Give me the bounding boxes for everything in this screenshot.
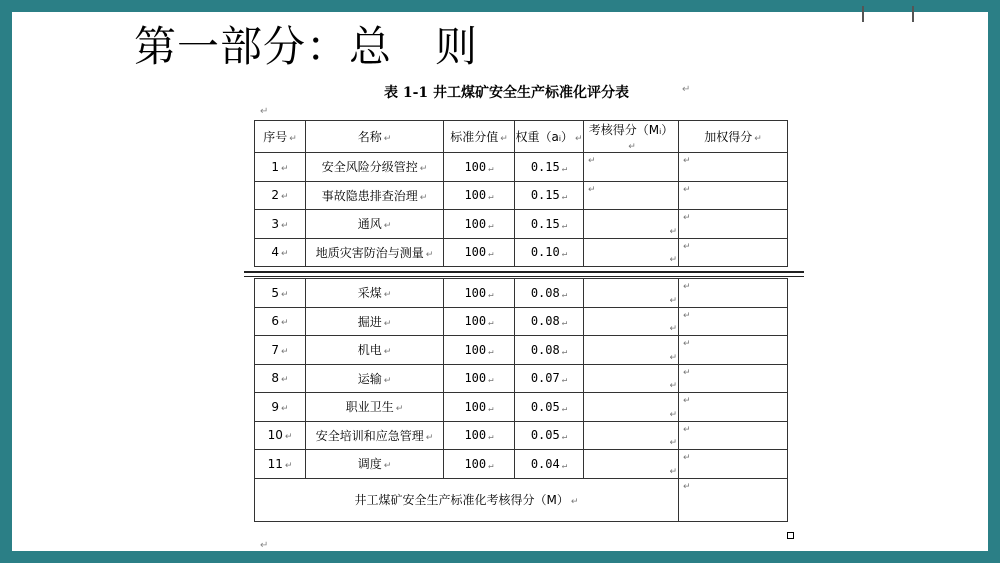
standard-score-text: 100 (464, 399, 487, 414)
item-name-text: 地质灾害防治与测量 (315, 245, 424, 260)
slide-heading: 第一部分：总 则 (134, 22, 479, 71)
paragraph-mark-icon: ↵ (500, 134, 508, 144)
item-name (306, 364, 444, 393)
weight-value-text: 0.10 (530, 245, 560, 260)
paragraph-mark-icon: ↵ (561, 249, 568, 260)
paragraph-mark-icon: ↵ (383, 461, 392, 472)
total-label (255, 478, 679, 521)
paragraph-mark-icon: ↵ (281, 318, 289, 329)
item-name (306, 279, 444, 308)
paragraph-mark-icon: ↵ (488, 289, 494, 300)
row-number (255, 210, 306, 239)
row-number-text: 2 (271, 188, 280, 203)
paragraph-mark-icon: ↵ (419, 192, 428, 203)
paragraph-mark-icon: ↵ (284, 432, 293, 443)
paragraph-mark-icon: ↵ (425, 432, 434, 443)
row-number-text: 4 (271, 245, 280, 260)
standard-score (444, 210, 515, 239)
column-header-text: 权重（aᵢ） (515, 130, 573, 144)
standard-score (444, 307, 515, 336)
row-number-text: 8 (271, 371, 280, 386)
weight-value-text: 0.08 (530, 314, 560, 329)
paragraph-mark-icon: ↵ (754, 134, 762, 144)
weight-value (515, 181, 584, 210)
column-header (255, 121, 306, 153)
row-number (255, 421, 306, 450)
row-number-text: 11 (267, 456, 283, 471)
row-number (255, 450, 306, 479)
standard-score-text: 100 (464, 428, 487, 443)
item-name-text: 职业卫生 (345, 400, 394, 415)
column-header (444, 121, 515, 153)
item-name-text: 安全风险分级管控 (321, 160, 418, 175)
item-name (306, 181, 444, 210)
item-name-text: 采煤 (357, 286, 382, 301)
slide-top-marker (912, 6, 914, 22)
row-number-text: 5 (271, 285, 280, 300)
row-number-text: 7 (271, 342, 280, 357)
item-name (306, 336, 444, 365)
total-row (255, 478, 788, 521)
weight-value-text: 0.08 (530, 285, 560, 300)
item-name (306, 307, 444, 336)
standard-score-text: 100 (464, 216, 487, 231)
item-name-text: 调度 (357, 457, 382, 472)
standard-score (444, 421, 515, 450)
paragraph-mark-icon: ↵ (383, 347, 392, 358)
paragraph-mark-icon: ↵ (281, 192, 289, 203)
column-header-text: 名称 (357, 130, 382, 144)
paragraph-mark-icon: ↵ (488, 375, 494, 386)
item-name (306, 450, 444, 479)
column-header-text: 序号 (263, 130, 288, 144)
paragraph-mark-icon: ↵ (561, 318, 568, 329)
assessment-score-cell[interactable] (584, 181, 679, 210)
table-row (255, 307, 788, 336)
weight-value (515, 336, 584, 365)
row-number-text: 3 (271, 216, 280, 231)
table-row (255, 279, 788, 308)
paragraph-mark-icon: ↵ (383, 221, 392, 232)
total-label-text: 井工煤矿安全生产标准化考核得分（M） (354, 493, 569, 507)
paragraph-mark-icon: ↵ (669, 324, 677, 334)
paragraph-mark-icon: ↵ (561, 289, 568, 300)
assessment-score-cell[interactable] (584, 393, 679, 422)
column-header (584, 121, 679, 153)
weight-value (515, 307, 584, 336)
standard-score (444, 153, 515, 182)
paragraph-mark-icon: ↵ (488, 460, 494, 471)
paragraph-mark-icon: ↵ (488, 318, 494, 329)
weighted-score-cell[interactable] (679, 450, 788, 479)
paragraph-mark-icon: ↵ (260, 540, 269, 551)
weight-value (515, 238, 584, 267)
paragraph-mark-icon: ↵ (281, 163, 289, 174)
standard-score-text: 100 (464, 188, 487, 203)
assessment-score-cell[interactable] (584, 210, 679, 239)
paragraph-mark-icon: ↵ (588, 156, 596, 166)
paragraph-mark-icon: ↵ (395, 404, 404, 415)
standard-score (444, 336, 515, 365)
paragraph-mark-icon: ↵ (488, 192, 494, 203)
weight-value-text: 0.15 (530, 159, 560, 174)
paragraph-mark-icon: ↵ (284, 460, 293, 471)
table-row (255, 153, 788, 182)
weight-value (515, 210, 584, 239)
paragraph-mark-icon: ↵ (669, 295, 677, 306)
paragraph-mark-icon: ↵ (588, 184, 596, 195)
paragraph-mark-icon: ↵ (683, 424, 691, 435)
item-name-text: 通风 (357, 217, 382, 232)
assessment-score-cell[interactable] (584, 450, 679, 479)
weight-value-text: 0.07 (530, 371, 560, 386)
paragraph-mark-icon: ↵ (281, 249, 289, 260)
table-row (255, 210, 788, 239)
paragraph-mark-icon: ↵ (383, 318, 392, 329)
paragraph-mark-icon: ↵ (669, 438, 677, 448)
paragraph-mark-icon: ↵ (488, 220, 494, 231)
weighted-score-cell[interactable] (679, 279, 788, 308)
column-header-text: 加权得分 (704, 130, 753, 144)
column-header-text: 标准分值 (450, 130, 499, 144)
table-row (255, 421, 788, 450)
paragraph-mark-icon: ↵ (488, 249, 494, 260)
paragraph-mark-icon: ↵ (281, 346, 289, 357)
row-number (255, 279, 306, 308)
paragraph-mark-icon: ↵ (628, 142, 636, 152)
score-table-bottom (254, 278, 788, 522)
weighted-score-cell[interactable] (679, 210, 788, 239)
page-break-line (244, 271, 804, 273)
total-weighted-score-cell[interactable] (679, 478, 788, 521)
weight-value (515, 421, 584, 450)
table-row (255, 393, 788, 422)
table-resize-handle[interactable] (787, 532, 794, 539)
standard-score-text: 100 (464, 314, 487, 329)
standard-score-text: 100 (464, 285, 487, 300)
weighted-score-cell[interactable] (679, 393, 788, 422)
paragraph-mark-icon: ↵ (683, 453, 691, 463)
paragraph-mark-icon: ↵ (683, 156, 691, 166)
paragraph-mark-icon: ↵ (383, 290, 392, 301)
assessment-score-cell[interactable] (584, 336, 679, 365)
assessment-score-cell[interactable] (584, 279, 679, 308)
slide (12, 12, 988, 551)
row-number (255, 336, 306, 365)
assessment-score-cell[interactable] (584, 153, 679, 182)
paragraph-mark-icon: ↵ (425, 249, 434, 260)
row-number-text: 6 (271, 314, 280, 329)
paragraph-mark-icon: ↵ (561, 346, 568, 357)
paragraph-mark-icon: ↵ (561, 192, 568, 203)
paragraph-mark-icon: ↵ (683, 184, 691, 195)
paragraph-mark-icon: ↵ (488, 346, 494, 357)
paragraph-mark-icon: ↵ (683, 310, 691, 321)
paragraph-mark-icon: ↵ (683, 396, 691, 406)
weight-value (515, 450, 584, 479)
row-number-text: 1 (271, 159, 280, 174)
standard-score (444, 181, 515, 210)
weighted-score-cell[interactable] (679, 181, 788, 210)
weight-value-text: 0.04 (530, 456, 560, 471)
standard-score-text: 100 (464, 245, 487, 260)
paragraph-mark-icon: ↵ (683, 481, 691, 492)
paragraph-mark-icon: ↵ (561, 163, 568, 174)
column-header-text: 考核得分（Mᵢ） (588, 123, 674, 137)
paragraph-mark-icon: ↵ (669, 255, 677, 265)
row-number-text: 10 (267, 428, 283, 443)
standard-score-text: 100 (464, 342, 487, 357)
weight-value-text: 0.05 (530, 428, 560, 443)
paragraph-mark-icon: ↵ (683, 367, 691, 378)
table-caption: 表 1-1 井工煤矿安全生产标准化评分表 (384, 85, 630, 101)
paragraph-mark-icon: ↵ (383, 375, 392, 386)
item-name-text: 掘进 (357, 314, 382, 329)
paragraph-mark-icon: ↵ (561, 220, 568, 231)
row-number (255, 307, 306, 336)
standard-score-text: 100 (464, 456, 487, 471)
row-number (255, 153, 306, 182)
row-number (255, 364, 306, 393)
standard-score (444, 364, 515, 393)
paragraph-mark-icon: ↵ (669, 409, 677, 420)
table-row (255, 181, 788, 210)
assessment-score-cell[interactable] (584, 364, 679, 393)
paragraph-mark-icon: ↵ (260, 106, 269, 117)
standard-score-text: 100 (464, 159, 487, 174)
item-name-text: 机电 (357, 343, 382, 358)
table-row (255, 336, 788, 365)
paragraph-mark-icon: ↵ (488, 432, 494, 443)
weighted-score-cell[interactable] (679, 336, 788, 365)
paragraph-mark-icon: ↵ (289, 134, 297, 144)
paragraph-mark-icon: ↵ (419, 164, 428, 175)
column-header (306, 121, 444, 153)
paragraph-mark-icon: ↵ (281, 403, 289, 414)
column-header (679, 121, 788, 153)
paragraph-mark-icon: ↵ (383, 134, 392, 144)
item-name-text: 事故隐患排查治理 (321, 188, 418, 203)
paragraph-mark-icon: ↵ (488, 403, 494, 414)
paragraph-mark-icon: ↵ (561, 432, 568, 443)
item-name (306, 210, 444, 239)
paragraph-mark-icon: ↵ (683, 213, 691, 223)
paragraph-mark-icon: ↵ (683, 241, 691, 252)
item-name-text: 运输 (357, 371, 382, 386)
weighted-score-cell[interactable] (679, 364, 788, 393)
weighted-score-cell[interactable] (679, 153, 788, 182)
weight-value-text: 0.08 (530, 342, 560, 357)
paragraph-mark-icon: ↵ (669, 466, 677, 477)
weight-value (515, 279, 584, 308)
paragraph-mark-icon: ↵ (281, 289, 289, 300)
paragraph-mark-icon: ↵ (574, 134, 583, 144)
weighted-score-cell[interactable] (679, 238, 788, 267)
weight-value-text: 0.15 (530, 216, 560, 231)
item-name (306, 153, 444, 182)
score-table-top (254, 120, 788, 267)
paragraph-mark-icon: ↵ (488, 163, 494, 174)
weight-value-text: 0.15 (530, 188, 560, 203)
paragraph-mark-icon: ↵ (561, 460, 568, 471)
weight-value-text: 0.05 (530, 399, 560, 414)
assessment-score-cell[interactable] (584, 307, 679, 336)
assessment-score-cell[interactable] (584, 421, 679, 450)
paragraph-mark-icon: ↵ (281, 375, 289, 386)
table-row (255, 364, 788, 393)
weighted-score-cell[interactable] (679, 421, 788, 450)
paragraph-mark-icon: ↵ (669, 226, 677, 237)
item-name (306, 238, 444, 267)
weight-value (515, 153, 584, 182)
paragraph-mark-icon: ↵ (682, 84, 691, 95)
standard-score (444, 279, 515, 308)
paragraph-mark-icon: ↵ (281, 220, 289, 231)
assessment-score-cell[interactable] (584, 238, 679, 267)
paragraph-mark-icon: ↵ (561, 375, 568, 386)
row-number (255, 238, 306, 267)
standard-score-text: 100 (464, 371, 487, 386)
paragraph-mark-icon: ↵ (683, 282, 691, 292)
item-name (306, 393, 444, 422)
standard-score (444, 450, 515, 479)
paragraph-mark-icon: ↵ (669, 352, 677, 363)
row-number (255, 393, 306, 422)
weighted-score-cell[interactable] (679, 307, 788, 336)
weight-value (515, 393, 584, 422)
table-header-row (255, 121, 788, 153)
row-number (255, 181, 306, 210)
weight-value (515, 364, 584, 393)
standard-score (444, 238, 515, 267)
table-row (255, 238, 788, 267)
item-name (306, 421, 444, 450)
table-row (255, 450, 788, 479)
slide-top-marker (862, 6, 864, 22)
page-break-line (244, 276, 804, 277)
paragraph-mark-icon: ↵ (570, 497, 579, 507)
paragraph-mark-icon: ↵ (561, 403, 568, 414)
row-number-text: 9 (271, 399, 280, 414)
paragraph-mark-icon: ↵ (669, 381, 677, 391)
standard-score (444, 393, 515, 422)
item-name-text: 安全培训和应急管理 (315, 428, 424, 443)
paragraph-mark-icon: ↵ (683, 339, 691, 349)
column-header (515, 121, 584, 153)
